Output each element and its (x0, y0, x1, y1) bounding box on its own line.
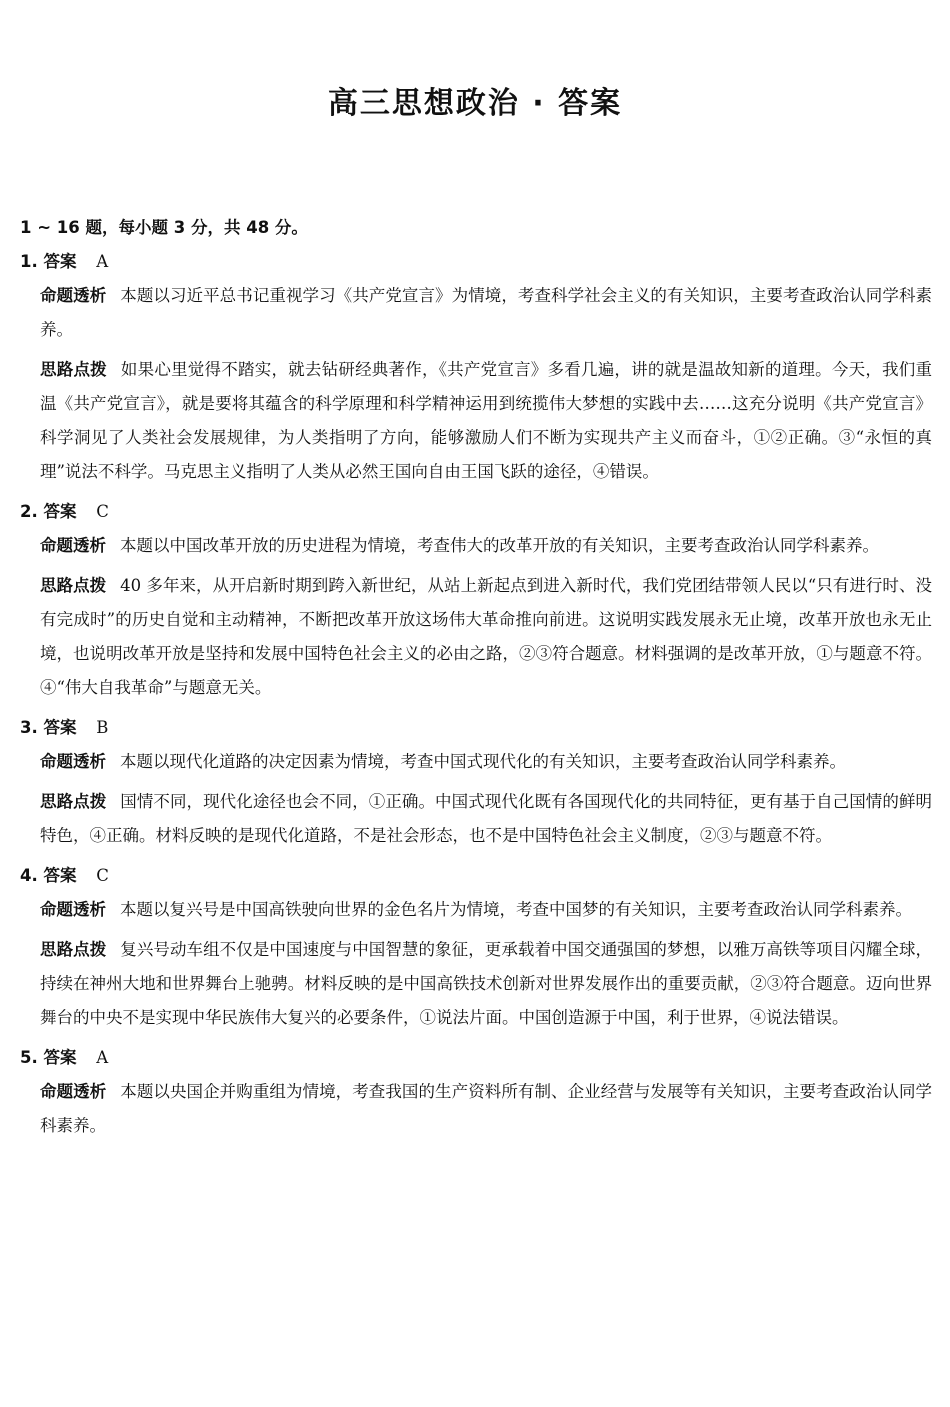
hint-label: 思路点拨 (40, 576, 107, 595)
hint-text: 国情不同，现代化途径也会不同，①正确。中国式现代化既有各国现代化的共同特征，更有基于自己国情的鲜明特色，④正确。材料反映的是现代化道路，不是社会形态，也不是中国特色社会主义制度，②③与题意不符。 (40, 792, 933, 845)
analysis-text: 本题以复兴号是中国高铁驶向世界的金色名片为情境，考查中国梦的有关知识，主要考查政治认同学科素养。 (120, 900, 912, 919)
question-header (20, 495, 932, 529)
question-number: 1. (20, 252, 38, 271)
answer-letter: C (96, 866, 109, 885)
hint-text: 40 多年来，从开启新时期到跨入新世纪，从站上新起点到进入新时代，我们党团结带领人民以“只有进行时、没有完成时”的历史自觉和主动精神，不断把改革开放这场伟大革命推向前进。这说明实践发展永无止境，改革开放也永无止境，也说明改革开放是坚持和发展中国特色社会主义的必由之路，②③符合题意。材料强调的是改革开放，①与题意不符。④“伟大自我革命”与题意无关。 (40, 576, 932, 697)
analysis-paragraph (20, 893, 932, 927)
question-number: 2. (20, 502, 38, 521)
answer-letter: C (96, 502, 109, 521)
answer-letter: B (96, 718, 109, 737)
answer-label: 答案 (43, 718, 77, 737)
analysis-text: 本题以中国改革开放的历史进程为情境，考查伟大的改革开放的有关知识，主要考查政治认同学科素养。 (120, 536, 879, 555)
answer-letter: A (96, 1048, 109, 1067)
question-header (20, 859, 932, 893)
analysis-paragraph (20, 279, 932, 347)
answer-label: 答案 (43, 1048, 77, 1067)
hint-paragraph (20, 353, 932, 489)
answer-label: 答案 (43, 252, 77, 271)
question-item (20, 859, 932, 1035)
hint-label: 思路点拨 (40, 792, 107, 811)
answer-label: 答案 (43, 866, 77, 885)
analysis-label: 命题透析 (40, 286, 107, 305)
hint-paragraph (20, 933, 932, 1035)
question-item (20, 245, 932, 489)
page-title: 高三思想政治 · 答案 (327, 86, 623, 121)
analysis-paragraph (20, 745, 932, 779)
analysis-text: 本题以习近平总书记重视学习《共产党宣言》为情境，考查科学社会主义的有关知识，主要考查政治认同学科素养。 (40, 286, 933, 339)
hint-text: 如果心里觉得不踏实，就去钻研经典著作，《共产党宣言》多看几遍，讲的就是温故知新的道理。今天，我们重温《共产党宣言》，就是要将其蕴含的科学原理和科学精神运用到统揽伟大梦想的实践中去……这充分说明《共产党宣言》科学洞见了人类社会发展规律，为人类指明了方向，能够激励人们不断为实现共产主义而奋斗，①②正确。③“永恒的真理”说法不科学。马克思主义指明了人类从必然王国向自由王国飞跃的途径，④错误。 (40, 360, 933, 481)
analysis-paragraph (20, 1075, 932, 1143)
question-header (20, 1041, 932, 1075)
hint-label: 思路点拨 (40, 360, 107, 379)
question-header (20, 245, 932, 279)
hint-text: 复兴号动车组不仅是中国速度与中国智慧的象征，更承载着中国交通强国的梦想，以雅万高铁等项目闪耀全球，持续在神州大地和世界舞台上驰骋。材料反映的是中国高铁技术创新对世界发展作出的重要贡献，②③符合题意。迈向世界舞台的中央不是实现中华民族伟大复兴的必要条件，①说法片面。中国创造源于中国，利于世界，④说法错误。 (40, 940, 933, 1027)
hint-paragraph (20, 569, 932, 705)
question-item (20, 495, 932, 705)
question-header (20, 711, 932, 745)
section-intro: 1 ~ 16 题，每小题 3 分，共 48 分。 (20, 218, 308, 237)
question-item (20, 1041, 932, 1143)
analysis-label: 命题透析 (40, 752, 106, 771)
answer-letter: A (96, 252, 109, 271)
answer-label: 答案 (43, 502, 77, 521)
question-number: 4. (20, 866, 38, 885)
answer-list (20, 245, 932, 1149)
analysis-text: 本题以现代化道路的决定因素为情境，考查中国式现代化的有关知识，主要考查政治认同学科素养。 (120, 752, 846, 771)
analysis-label: 命题透析 (40, 900, 106, 919)
hint-label: 思路点拨 (40, 940, 107, 959)
analysis-label: 命题透析 (40, 536, 106, 555)
question-item (20, 711, 932, 853)
analysis-paragraph (20, 529, 932, 563)
analysis-text: 本题以央国企并购重组为情境，考查我国的生产资料所有制、企业经营与发展等有关知识，主要考查政治认同学科素养。 (40, 1082, 933, 1135)
hint-paragraph (20, 785, 932, 853)
question-number: 3. (20, 718, 38, 737)
question-number: 5. (20, 1048, 38, 1067)
analysis-label: 命题透析 (40, 1082, 107, 1101)
